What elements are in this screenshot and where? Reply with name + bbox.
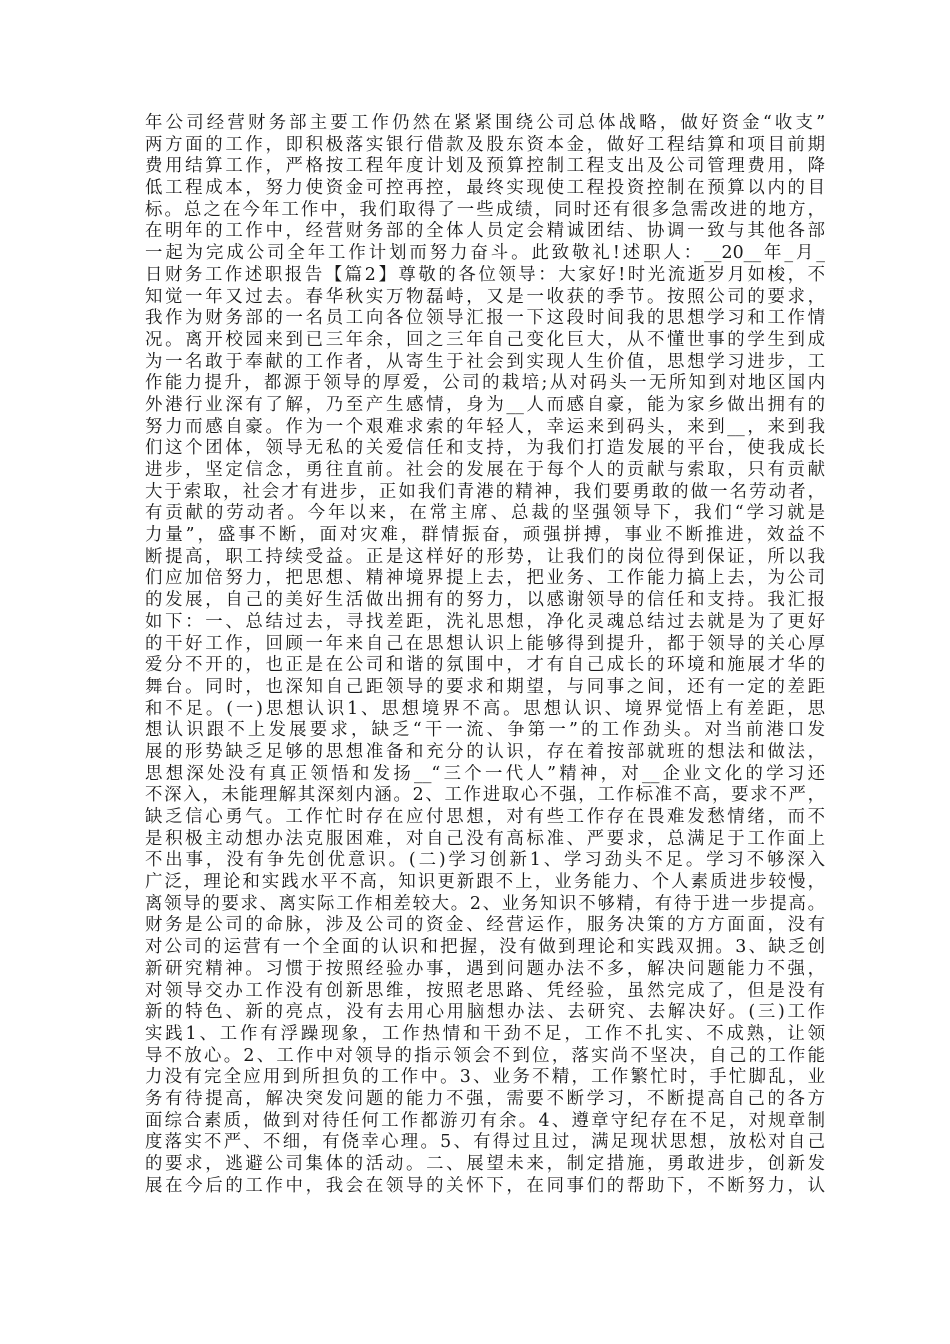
text-line: 缺乏信心勇气。工作忙时存在应付思想，对有些工作存在畏难发愁情绪，而不 [145,807,825,827]
text-line: 爱分不开的，也正是在公司和谐的氛围中，才有自己成长的环境和施展才华的 [145,655,825,676]
text-line: 作能力提升，都源于领导的厚爱，公司的栽培;从对码头一无所知到对地区国内 [145,373,825,394]
text-line: 们这个团体，领导无私的关爱信任和支持，为我们打造发展的平台，使我成长 [145,438,825,459]
text-line: 的要求，逃避公司集体的活动。二、展望未来，制定措施，勇敢进步，创新发 [145,1154,825,1174]
text-line: 的发展，自己的美好生活做出拥有的努力，以感谢领导的信任和支持。我汇报 [145,590,825,611]
text-line: 低工程成本，努力使资金可控再控，最终实现使工程投资控制在预算以内的目 [145,178,825,199]
text-line: 两方面的工作，即积极落实银行借款及股东资本金，做好工程结算和项目前期 [145,134,825,155]
text-line: 为一名敢于奉献的工作者，从寄生于社会到实现人生价值，思想学习进步，工 [145,351,825,372]
text-line: 思想深处没有真正领悟和发扬__“三个一代人”精神，对__企业文化的学习还 [145,763,825,784]
text-line: 离领导的要求、离实际工作相差较大。2、业务知识不够精，有待于进一步提高。 [145,893,825,914]
text-line: 日财务工作述职报告【篇2】尊敬的各位领导：大家好!时光流逝岁月如梭，不 [145,264,825,285]
text-line: 努力而感自豪。作为一个艰难求索的年轻人，幸运来到码头，来到__，来到我 [145,416,825,437]
text-line: 面综合素质，做到对待任何工作都游刃有余。4、遵章守纪存在不足，对规章制 [145,1110,825,1131]
text-line: 力量”，盛事不断，面对灾难，群情振奋，顽强拼搏，事业不断推进，效益不 [145,525,825,546]
text-line: 务有待提高，解决突发问题的能力不强，需要不断学习，不断提高自己的各方 [145,1088,825,1109]
text-line: 们应加倍努力，把思想、精神境界提上去，把业务、工作能力搞上去，为公司 [145,568,825,589]
text-line: 对公司的运营有一个全面的认识和把握，没有做到理论和实践双拥。3、缺乏创 [145,937,825,958]
text-line: 和不足。(一)思想认识1、思想境界不高。思想认识、境界觉悟上有差距，思 [145,698,825,719]
text-line: 有贡献的劳动者。今年以来，在常主席、总裁的坚强领导下，我们“学习就是 [145,503,825,524]
text-line: 财务是公司的命脉，涉及公司的资金、经营运作，服务决策的方方面面，没有 [145,915,825,936]
text-line: 想认识跟不上发展要求，缺乏“干一流、争第一”的工作劲头。对当前港口发 [145,720,825,741]
text-line: 展在今后的工作中，我会在领导的关怀下，在同事们的帮助下，不断努力，认 [145,1175,825,1196]
text-line: 对领导交办工作没有创新思维，按照老思路、凭经验，虽然完成了，但是没有 [145,980,825,1001]
text-line: 导不放心。2、工作中对领导的指示领会不到位，落实尚不坚决，自己的工作能 [145,1045,825,1066]
text-line: 费用结算工作，严格按工程年度计划及预算控制工程支出及公司管理费用，降 [145,156,825,177]
text-line: 年公司经营财务部主要工作仍然在紧紧围绕公司总体战略，做好资金“收支” [145,113,825,133]
text-line: 在明年的工作中，经营财务部的全体人员定会精诚团结、协调一致与其他各部 [145,221,825,242]
text-line: 舞台。同时，也深知自己距领导的要求和期望，与同事之间，还有一定的差距 [145,676,825,697]
text-line: 是积极主动想办法克服困难，对自己没有高标准、严要求，总满足于工作面上 [145,828,825,849]
text-line: 断提高，职工持续受益。正是这样好的形势，让我们的岗位得到保证，所以我 [145,546,825,567]
text-line: 标。总之在今年工作中，我们取得了一些成绩，同时还有很多急需改进的地方， [145,199,825,220]
text-line: 一起为完成公司全年工作计划而努力奋斗。此致敬礼!述职人：__20__年_月_ [145,243,825,264]
text-line: 外港行业深有了解，乃至产生感情，身为__人而感自豪，能为家乡做出拥有的 [145,394,825,415]
text-line: 实践1、工作有浮躁现象，工作热情和干劲不足，工作不扎实、不成熟，让领 [145,1023,825,1044]
text-line: 力没有完全应用到所担负的工作中。3、业务不精，工作繁忙时，手忙脚乱，业 [145,1067,825,1088]
text-line: 展的形势缺乏足够的思想准备和充分的认识，存在着按部就班的想法和做法， [145,741,825,762]
text-line: 度落实不严、不细，有侥幸心理。5、有得过且过，满足现状思想，放松对自己 [145,1132,825,1153]
text-line: 如下：一、总结过去，寻找差距，洗礼思想，净化灵魂总结过去就是为了更好 [145,611,825,632]
text-line: 广泛，理论和实践水平不高，知识更新跟不上，业务能力、个人素质进步较慢， [145,872,825,893]
text-line: 进步，坚定信念，勇往直前。社会的发展在于每个人的贡献与索取，只有贡献 [145,460,825,480]
text-line: 新的特色、新的亮点，没有去用心用脑想办法、去研究、去解决好。(三)工作 [145,1002,825,1023]
text-line: 新研究精神。习惯于按照经验办事，遇到问题办法不多，解决问题能力不强， [145,958,825,979]
text-line: 我作为财务部的一名员工向各位领导汇报一下这段时间我的思想学习和工作情 [145,308,825,329]
text-line: 不出事，没有争先创优意识。(二)学习创新1、学习劲头不足。学习不够深入 [145,850,825,871]
text-line: 大于索取，社会才有进步，正如我们青港的精神，我们要勇敢的做一名劳动者， [145,481,825,502]
text-line: 况。离开校园来到已三年余，回之三年自己变化巨大，从不懂世事的学生到成 [145,329,825,350]
text-line: 不深入，未能理解其深刻内涵。2、工作进取心不强，工作标准不高，要求不严， [145,785,825,806]
text-line: 的干好工作，回顾一年来自己在思想认识上能够得到提升，都于领导的关心厚 [145,633,825,654]
text-line: 知觉一年又过去。春华秋实万物磊峙，又是一收获的季节。按照公司的要求， [145,286,825,307]
body-text [145,113,825,1197]
